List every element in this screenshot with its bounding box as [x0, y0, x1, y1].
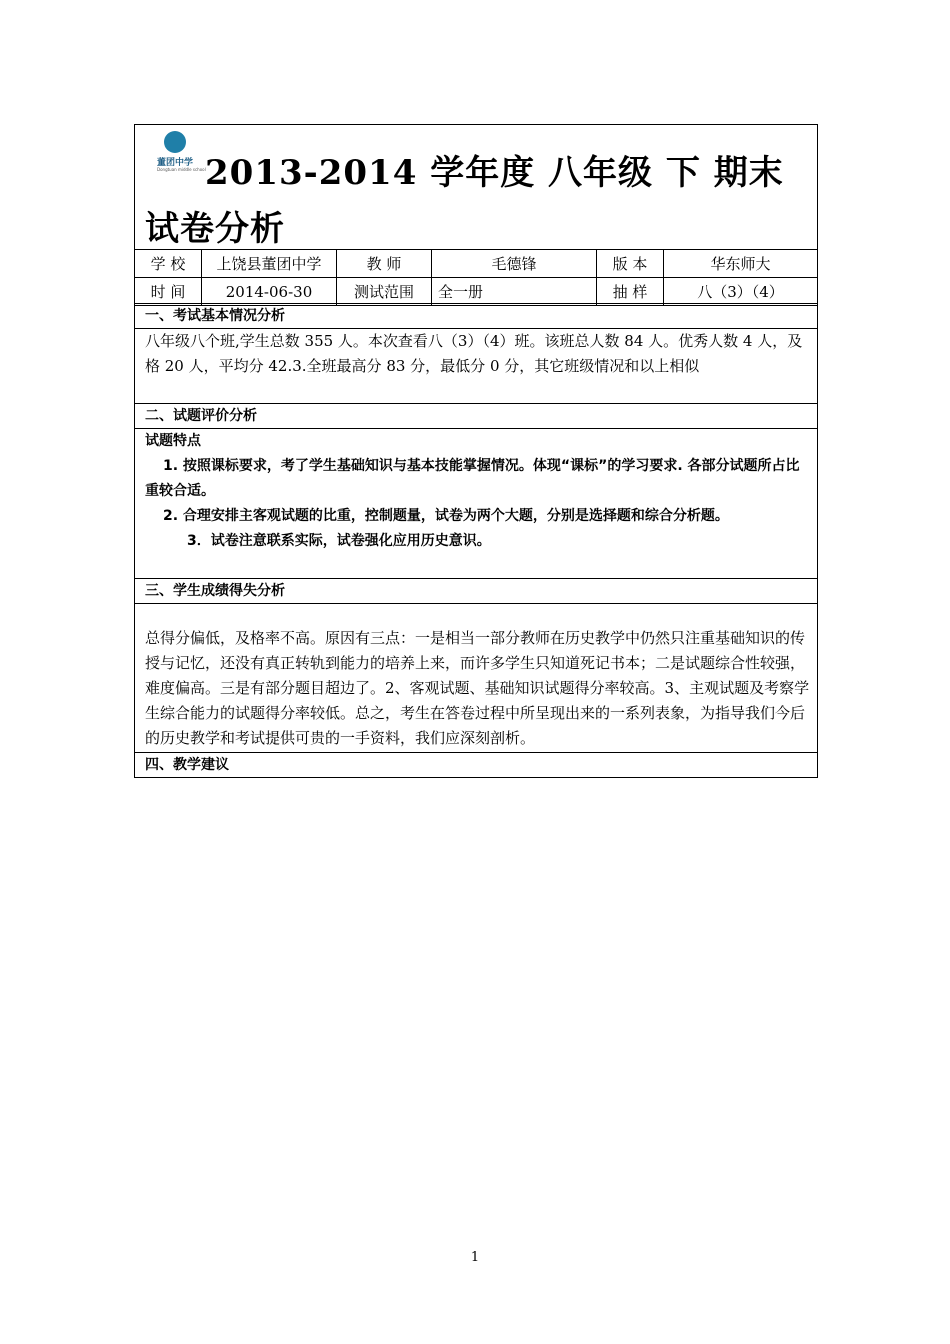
section2-point-2: 2. 合理安排主客观试题的比重，控制题量，试卷为两个大题，分别是选择题和综合分析题。: [163, 508, 729, 524]
edition-value: 华东师大: [664, 250, 818, 278]
info-row-2: [135, 278, 818, 306]
section1-heading: 一、考试基本情况分析: [134, 303, 818, 329]
sample-value: 八（3）（4）: [664, 278, 818, 306]
sample-label: 抽 样: [597, 278, 664, 306]
document-title: 2013-2014 学年度 八年级 下 期末试卷分析: [145, 153, 784, 249]
scope-label: 测试范围: [337, 278, 432, 306]
section2-point-1: 1. 按照课标要求，考了学生基础知识与基本技能掌握情况。体现“课标”的学习要求. 各部分试题所占比重较合适。: [145, 458, 800, 499]
section3-body: 总得分偏低，及格率不高。原因有三点：一是相当一部分教师在历史教学中仍然只注重基础知识的传授与记忆，还没有真正转轨到能力的培养上来，而许多学生只知道死记书本；二是试题综合性较强，难度偏高。三是有部分题目超边了。2、客观试题、基础知识试题得分率较高。3、主观试题及考察学生综合能力的试题得分率较低。总之，考生在答卷过程中所呈现出来的一系列表象，为指导我们今后的历史教学和考试提供可贵的一手资料，我们应深刻剖析。: [134, 604, 818, 752]
section4-heading: 四、教学建议: [134, 752, 818, 778]
school-label: 学 校: [135, 250, 202, 278]
section2-subheading: 试题特点: [145, 433, 201, 449]
section2-point-3: 3．试卷注意联系实际，试卷强化应用历史意识。: [187, 533, 491, 549]
school-value: 上饶县董团中学: [202, 250, 337, 278]
info-row-1: [135, 250, 818, 278]
title-block: [134, 124, 818, 250]
logo-text: 董团中学: [157, 158, 194, 168]
page-number: 1: [470, 1250, 480, 1265]
logo-subtext: Dongtuan middle school: [157, 167, 206, 172]
teacher-value: 毛德锋: [432, 250, 597, 278]
time-label: 时 间: [135, 278, 202, 306]
edition-label: 版 本: [597, 250, 664, 278]
info-table: [134, 249, 818, 306]
scope-value: 全一册: [432, 278, 597, 306]
time-value: 2014-06-30: [202, 278, 337, 306]
section2-heading: 二、试题评价分析: [134, 403, 818, 429]
section2-body: [134, 429, 818, 579]
title-row: [135, 125, 817, 250]
teacher-label: 教 师: [337, 250, 432, 278]
section3-heading: 三、学生成绩得失分析: [134, 578, 818, 604]
section1-body: 八年级八个班,学生总数 355 人。本次查看八（3）（4）班。该班总人数 84 人。优秀人数 4 人，及格 20 人，平均分 42.3.全班最高分 83 分，最低分 0 分，其它班级情况和以上相似: [134, 329, 818, 403]
